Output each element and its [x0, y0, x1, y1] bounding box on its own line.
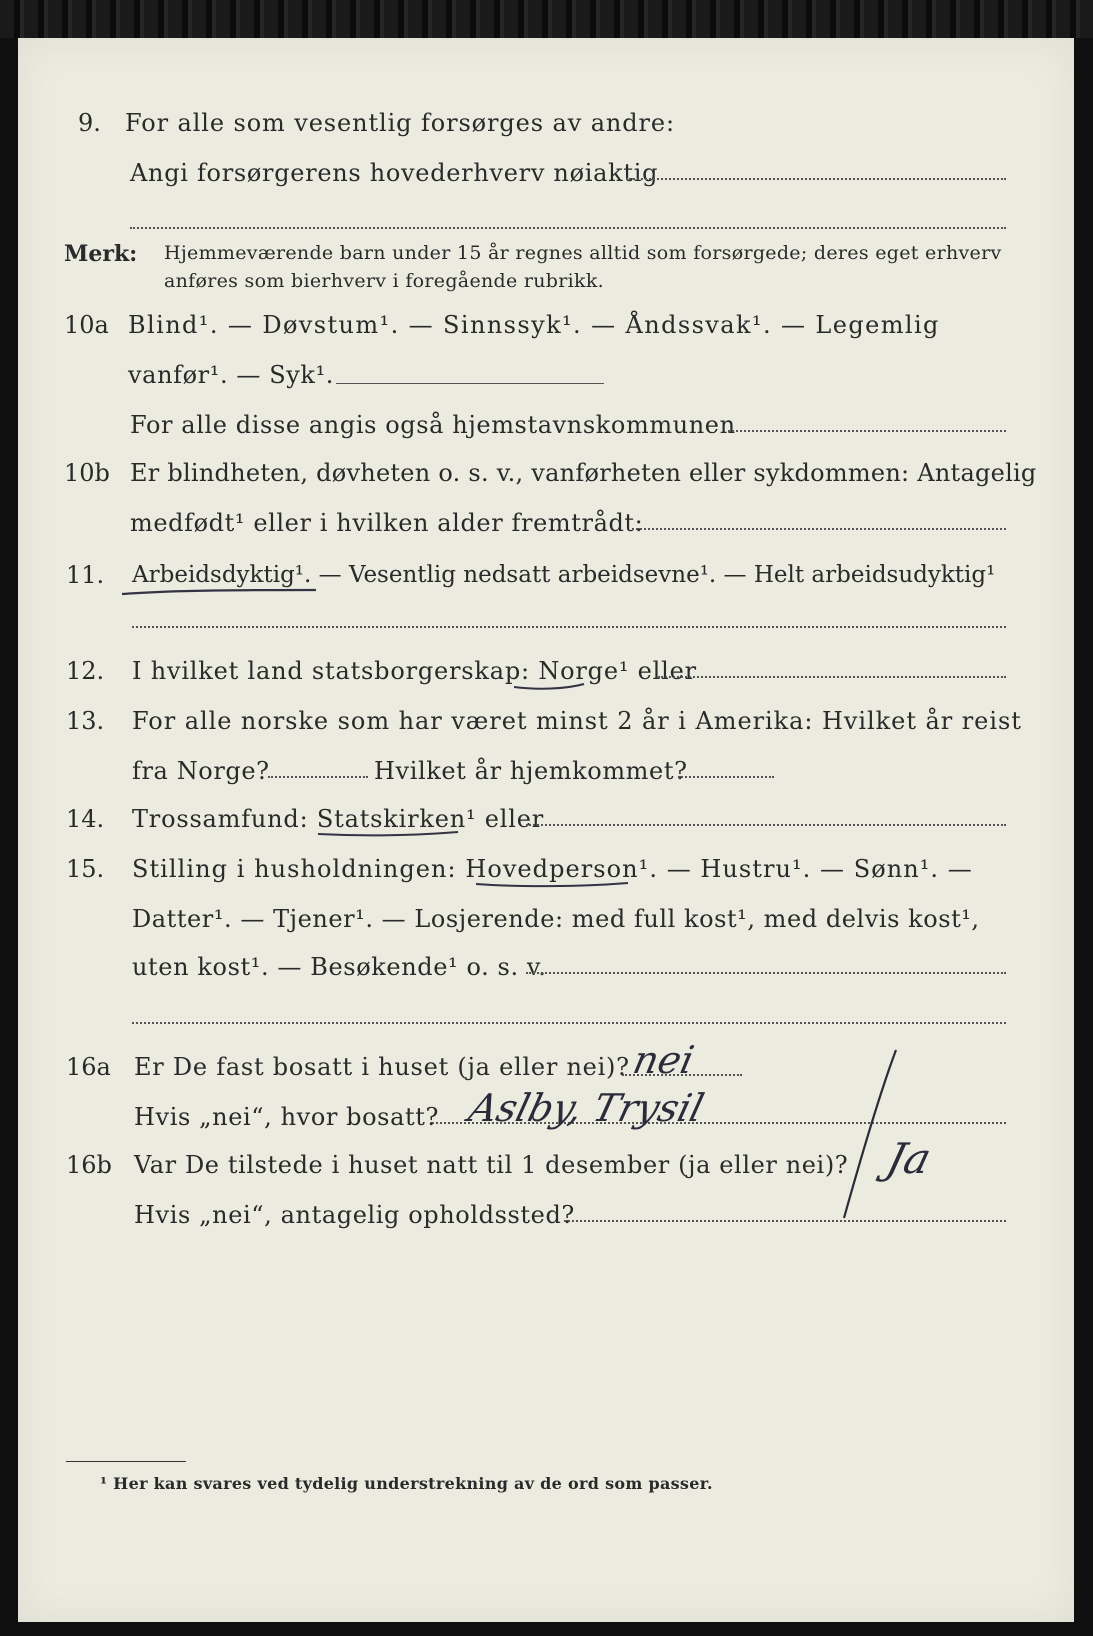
q16b-text: Var De tilstede i huset natt til 1 desember (ja eller nei)?: [134, 1151, 849, 1179]
underline-norge: [514, 684, 584, 689]
handwritten-answer-16b: Ja: [881, 1134, 936, 1183]
q13-text-2a: fra Norge?: [132, 757, 270, 785]
q14-number: 14.: [66, 805, 105, 833]
footnote-text: ¹ Her kan svares ved tydelig understrekning av de ord som passer.: [100, 1474, 713, 1493]
handwritten-answer-16a-place: Aslby, Trysil: [464, 1086, 709, 1130]
merk-line-1: Hjemmeværende barn under 15 år regnes alltid som forsørgede; deres eget erhverv: [164, 242, 1002, 264]
merk-line-2: anføres som bierhverv i foregående rubrikk.: [164, 270, 604, 292]
underline-hovedperson: [476, 883, 628, 886]
q15-number: 15.: [66, 855, 105, 883]
q9-number: 9.: [78, 109, 101, 137]
census-form-page: [18, 38, 1074, 1622]
underline-statskirken: [318, 832, 458, 835]
q10a-text-2: vanfør¹. — Syk¹.: [128, 361, 335, 389]
q16a-number: 16a: [66, 1053, 111, 1081]
q12-number: 12.: [66, 657, 105, 685]
q9-subtext: Angi forsørgerens hovederhverv nøiaktig: [130, 159, 659, 187]
q15-text-2: Datter¹. — Tjener¹. — Losjerende: med full kost¹, med delvis kost¹,: [132, 905, 980, 933]
q16a-text-2: Hvis „nei“, hvor bosatt?: [134, 1103, 439, 1131]
q10a-number: 10a: [64, 311, 109, 339]
q16a-text: Er De fast bosatt i huset (ja eller nei)?: [134, 1053, 630, 1081]
scan-border: [0, 0, 1093, 38]
q10b-text-2: medfødt¹ eller i hvilken alder fremtrådt:: [130, 509, 644, 537]
q10a-text: Blind¹. — Døvstum¹. — Sinnssyk¹. — Åndssvak¹. — Legemlig: [128, 311, 940, 339]
merk-label: Merk:: [64, 241, 138, 267]
q12-text: I hvilket land statsborgerskap: Norge¹ eller: [132, 657, 697, 685]
pen-marks: [18, 38, 1074, 1622]
q10b-number: 10b: [64, 459, 110, 487]
q16b-text-2: Hvis „nei“, antagelig opholdssted?: [134, 1201, 575, 1229]
underline-arbeidsdyktig: [122, 590, 316, 594]
q15-text-3: uten kost¹. — Besøkende¹ o. s. v.: [132, 953, 547, 981]
q14-text: Trossamfund: Statskirken¹ eller: [132, 805, 545, 833]
q13-text-2b: Hvilket år hjemkommet?: [374, 757, 688, 785]
q16b-number: 16b: [66, 1151, 112, 1179]
footnote-rule: [66, 1461, 186, 1462]
q13-text: For alle norske som har været minst 2 år i Amerika: Hvilket år reist: [132, 707, 1022, 735]
q10a-hjemstavn: For alle disse angis også hjemstavnskommunen: [130, 411, 736, 439]
q11-number: 11.: [66, 561, 105, 589]
q15-text: Stilling i husholdningen: Hovedperson¹. — Hustru¹. — Sønn¹. —: [132, 855, 973, 883]
handwritten-answer-16a: nei: [629, 1038, 698, 1082]
q13-number: 13.: [66, 707, 105, 735]
pen-stroke: [844, 1050, 896, 1218]
q9-text: For alle som vesentlig forsørges av andre:: [125, 109, 676, 137]
q10b-text: Er blindheten, døvheten o. s. v., vanførheten eller sykdommen: Antagelig: [130, 459, 1037, 487]
q11-text: Arbeidsdyktig¹. — Vesentlig nedsatt arbeidsevne¹. — Helt arbeidsudyktig¹: [132, 562, 996, 588]
